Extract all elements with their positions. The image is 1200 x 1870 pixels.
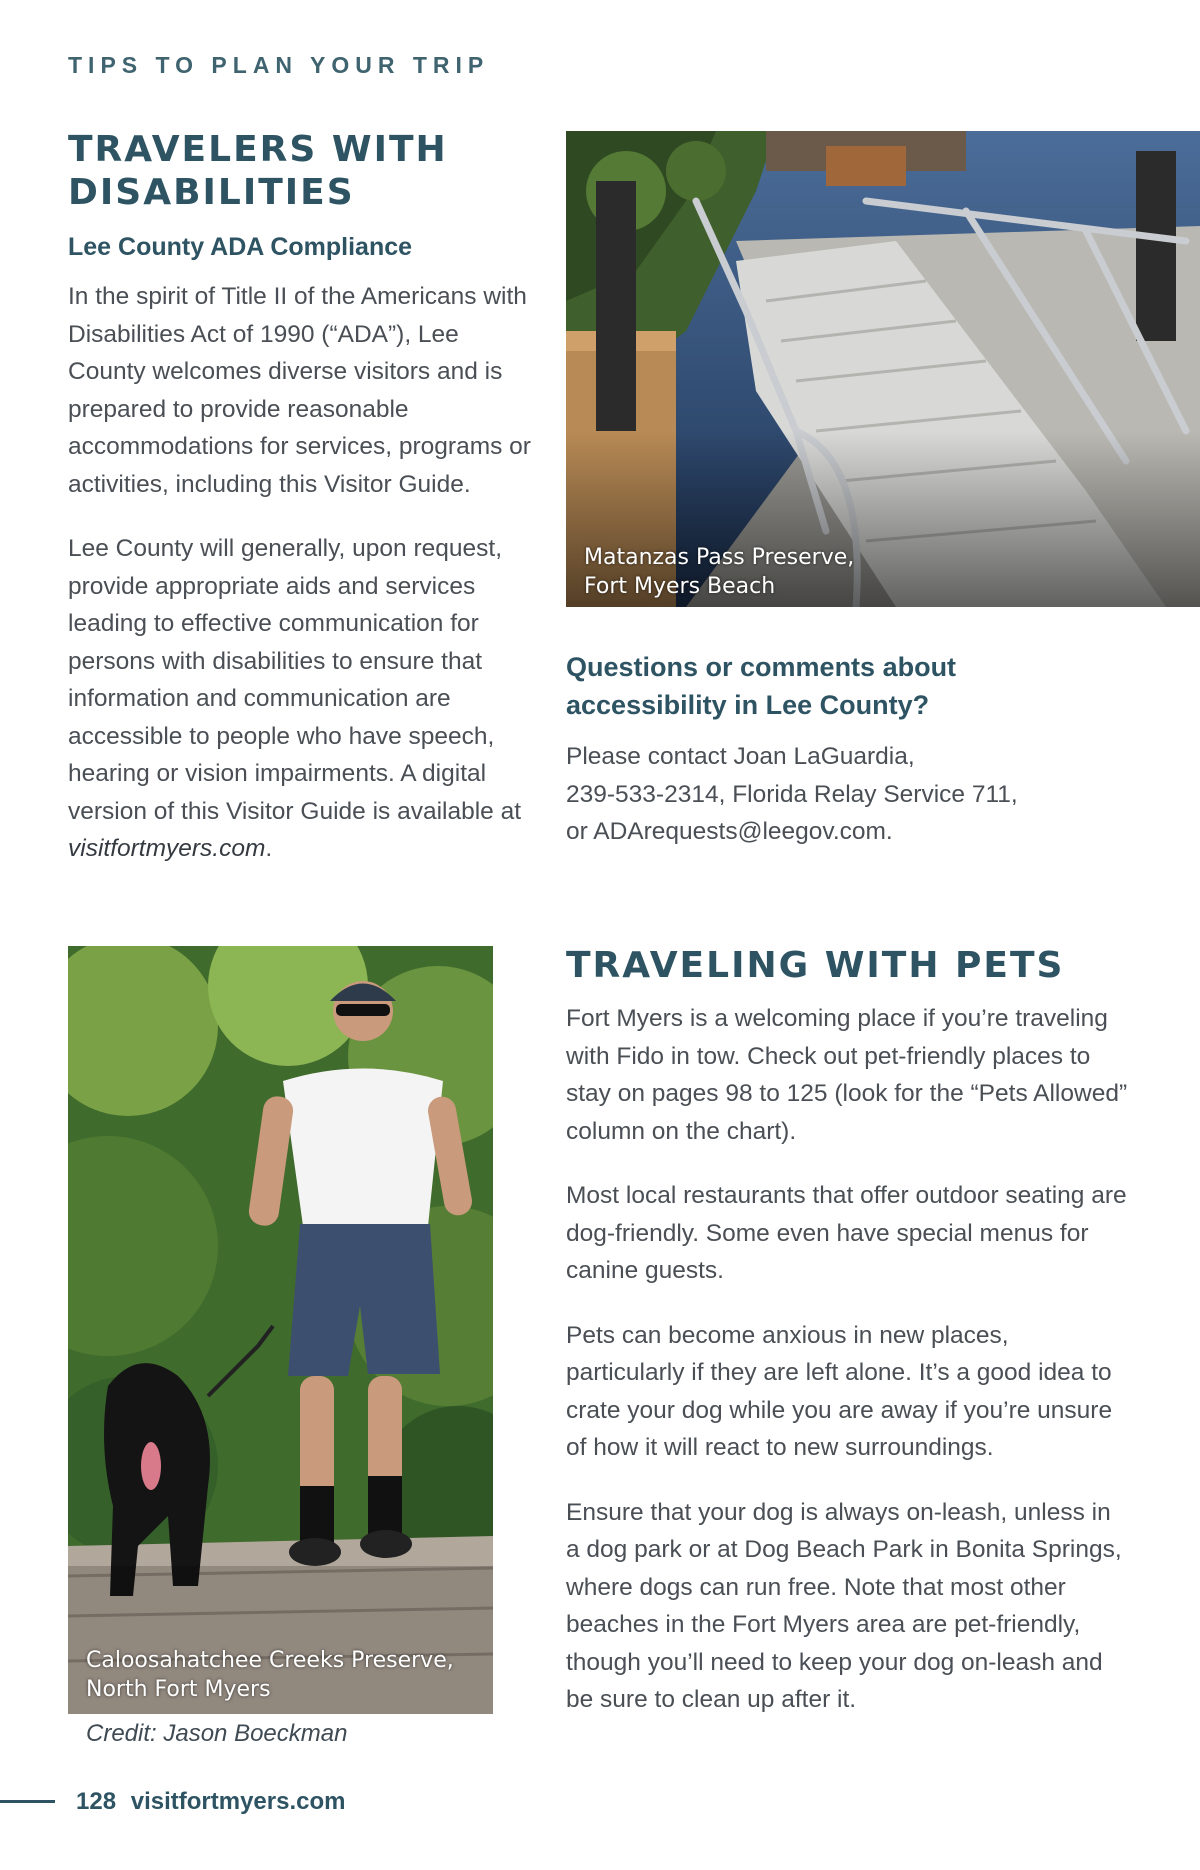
questions-heading-line1: Questions or comments about: [566, 652, 957, 682]
dog-caption-line1: Caloosahatchee Creeks Preserve,: [86, 1648, 454, 1673]
pets-title: TRAVELING WITH PETS: [566, 945, 1065, 986]
questions-heading: [566, 648, 956, 724]
dog-walk-photo: [68, 946, 493, 1714]
disabilities-paragraph-2-text: Lee County will generally, upon request, provide appropriate aids and services leading to effective communication for persons with disabilities to ensure that information and communication are accessible to people who have speech, hearing or vision impairments. A digital version of this Visitor Guide is available at: [68, 535, 522, 825]
disabilities-paragraph-2: [68, 530, 538, 868]
disabilities-body: [68, 278, 538, 895]
pets-paragraph-2: Most local restaurants that offer outdoor seating are dog-friendly. Some even have special menus for canine guests.: [566, 1182, 1127, 1284]
disabilities-title-line2: DISABILITIES: [68, 172, 355, 213]
pets-body: [566, 1000, 1131, 1746]
page-number: 128: [76, 1788, 117, 1815]
contact-line3: or ADArequests@leegov.com.: [566, 818, 893, 845]
disabilities-paragraph-2-end: .: [265, 835, 273, 862]
footer: [76, 1788, 345, 1816]
pets-paragraph-4: Ensure that your dog is always on-leash, unless in a dog park or at Dog Beach Park in Bonita Springs, where dogs can run free. Note that most other beaches in the Fort Myers area are pet-friendly, though you’ll need to keep your dog on-leash and be sure to clean up after it.: [566, 1498, 1122, 1713]
dog-photo-caption: [86, 1646, 454, 1704]
disabilities-title: [68, 128, 548, 214]
disabilities-title-line1: TRAVELERS WITH: [68, 129, 448, 170]
photo-credit: Credit: Jason Boeckman: [86, 1720, 348, 1747]
dock-photo-illustration: [566, 131, 1200, 607]
dock-caption-line2: Fort Myers Beach: [584, 574, 776, 599]
dock-photo: [566, 131, 1200, 607]
footer-site-link[interactable]: visitfortmyers.com: [130, 1788, 346, 1815]
dock-caption-line1: Matanzas Pass Preserve,: [584, 545, 855, 570]
dog-caption-line2: North Fort Myers: [86, 1677, 271, 1702]
pets-paragraph-1: Fort Myers is a welcoming place if you’re traveling with Fido in tow. Check out pet-friendly places to stay on pages 98 to 125 (look for the “Pets Allowed” column on the chart).: [566, 1005, 1128, 1145]
pets-paragraph-3: Pets can become anxious in new places, particularly if they are left alone. It’s a good idea to crate your dog while you are away if you’re unsure of how it will react to new surroundings.: [566, 1321, 1113, 1461]
contact-line1: Please contact Joan LaGuardia,: [566, 743, 915, 770]
visitfortmyers-link[interactable]: visitfortmyers.com: [68, 835, 266, 862]
footer-rule: [0, 1800, 55, 1803]
questions-heading-line2: accessibility in Lee County?: [566, 690, 930, 720]
dog-walk-illustration: [68, 946, 493, 1714]
disabilities-paragraph-1: In the spirit of Title II of the Americans with Disabilities Act of 1990 (“ADA”), Lee County welcomes diverse visitors and is prepared to provide reasonable accommodations for services, programs or activities, including this Visitor Guide.: [68, 283, 531, 498]
section-kicker: TIPS TO PLAN YOUR TRIP: [68, 52, 490, 78]
ada-compliance-subtitle: Lee County ADA Compliance: [68, 233, 413, 261]
questions-contact: [566, 738, 1126, 851]
dock-photo-caption: [584, 543, 854, 601]
contact-line2: 239-533-2314, Florida Relay Service 711,: [566, 780, 1018, 808]
